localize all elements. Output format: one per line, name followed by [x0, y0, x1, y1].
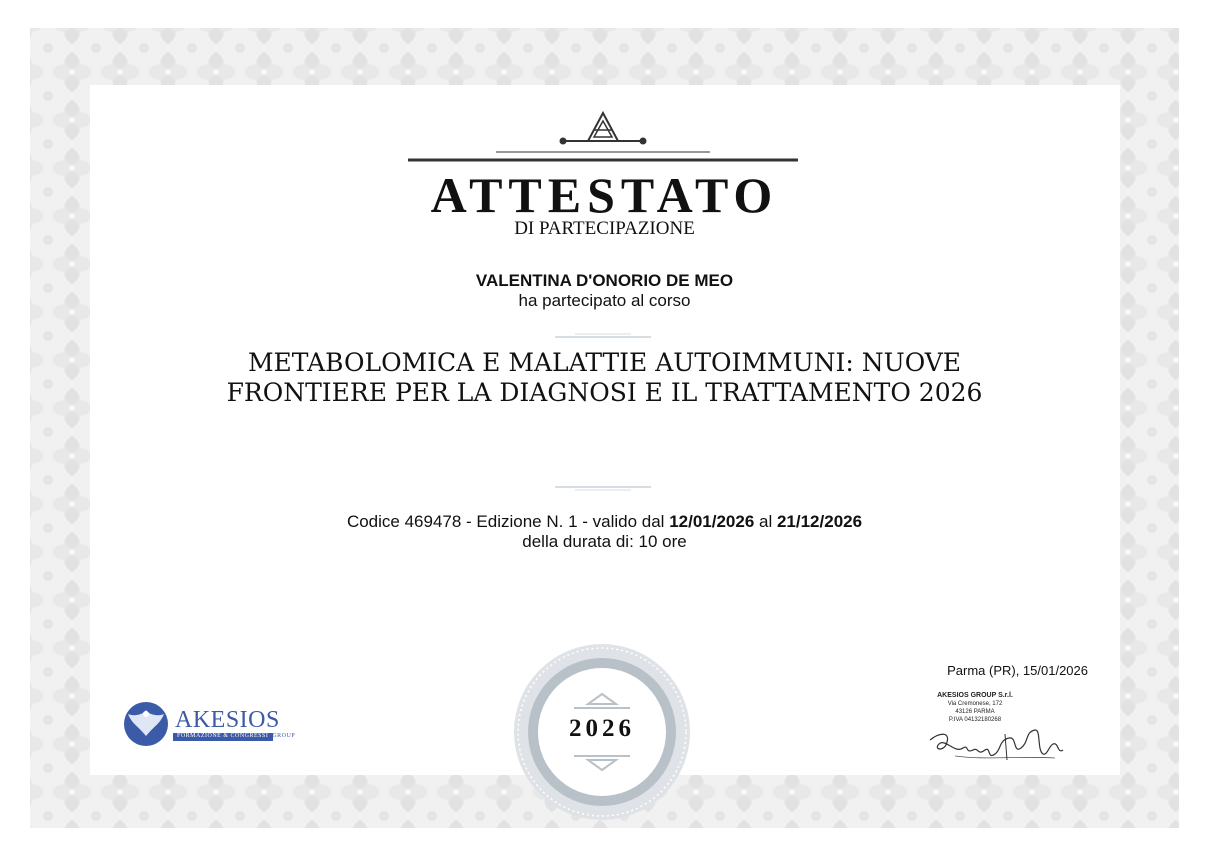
- course-code-validity: [0, 512, 1209, 532]
- title-ornament-icon: [408, 108, 798, 168]
- separator-line: [555, 485, 651, 491]
- certificate-title: ATTESTATO: [430, 167, 779, 223]
- certificate-subtitle: DI PARTECIPAZIONE: [514, 218, 695, 239]
- logo-subtitle: [175, 733, 295, 739]
- stamp-vat: P.IVA 04132180268: [948, 717, 1002, 723]
- place-and-date: Parma (PR), 15/01/2026: [947, 663, 1088, 678]
- logo-group-text: GROUP: [272, 733, 296, 739]
- seal-year: 2026: [569, 715, 635, 742]
- course-code-text: Codice 469478 - Edizione N. 1 - valido dal: [346, 512, 670, 531]
- course-title-line-1: METABOLOMICA E MALATTIE AUTOIMMUNI: NUOVE: [247, 348, 962, 377]
- stamp-city: 43126 PARMA: [955, 709, 995, 715]
- logo-name: AKESIOS: [175, 707, 280, 733]
- course-title: [100, 348, 1109, 408]
- logo-subtitle-text: FORMAZIONE & CONGRESSI: [177, 733, 269, 739]
- stamp-address: Via Cremonese, 172: [947, 701, 1003, 707]
- course-title-line-2: FRONTIERE PER LA DIAGNOSI E IL TRATTAMENTO 2026: [226, 378, 983, 407]
- stamp-company: AKESIOS GROUP S.r.l.: [937, 692, 1013, 699]
- participation-text: ha partecipato al corso: [518, 291, 691, 310]
- valid-from-date: 12/01/2026: [669, 512, 755, 531]
- course-duration: della durata di: 10 ore: [522, 532, 687, 551]
- valid-to-date: 21/12/2026: [776, 512, 863, 531]
- validity-connector: al: [754, 512, 777, 531]
- signature-icon: [925, 720, 1075, 770]
- participant-name: VALENTINA D'ONORIO DE MEO: [475, 271, 734, 290]
- separator-line: [555, 333, 651, 339]
